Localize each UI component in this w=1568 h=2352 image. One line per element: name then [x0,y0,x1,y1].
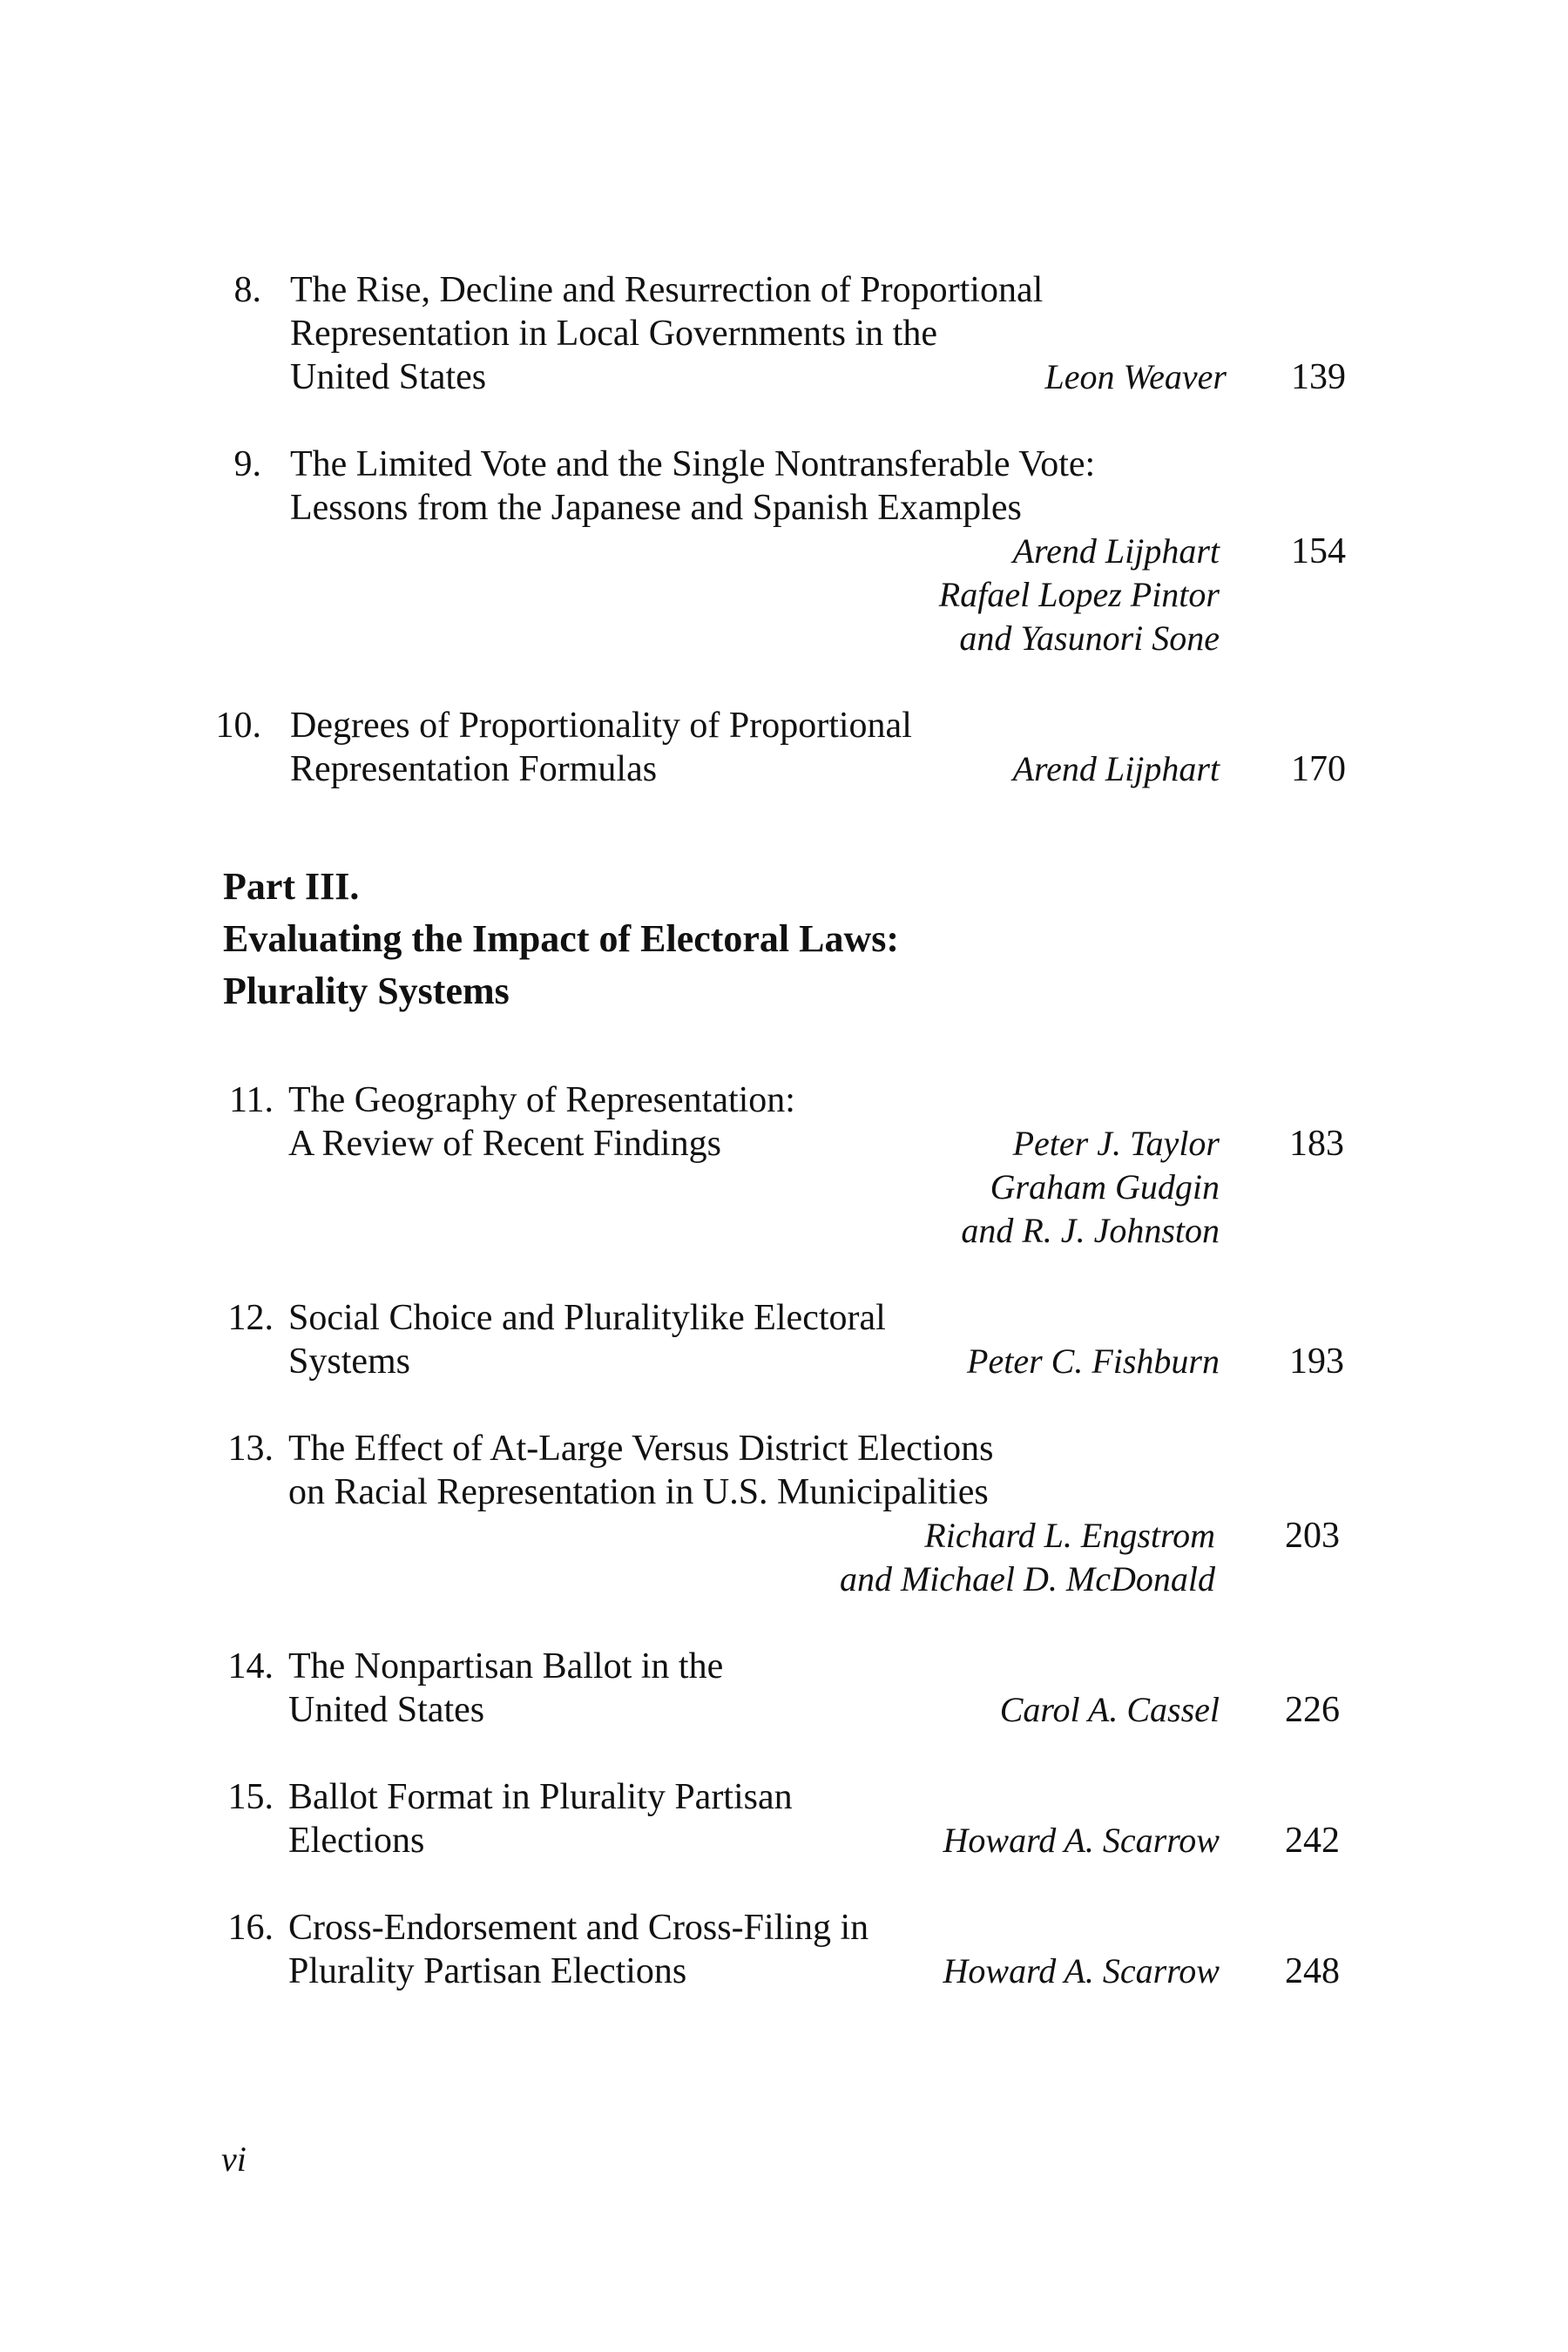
entry-title-line: The Rise, Decline and Resurrection of Proportional [290,270,1044,310]
entry-number: 8. [233,270,261,310]
entry-title-line: on Racial Representation in U.S. Municipalities [288,1472,989,1512]
entry-author: Carol A. Cassel [999,1690,1220,1729]
entry-author: Richard L. Engstrom [924,1516,1215,1555]
entry-title-line: Lessons from the Japanese and Spanish Examples [290,488,1022,528]
entry-number: 9. [233,444,261,484]
entry-number: 10. [215,706,261,746]
entry-title-line: Elections [288,1821,425,1861]
entry-author: and R. J. Johnston [961,1211,1220,1250]
entry-author: Arend Lijphart [1012,749,1220,788]
entry-page-number: 193 [1289,1342,1344,1382]
entry-title-line: Representation in Local Governments in the [290,314,937,354]
entry-author: and Yasunori Sone [959,618,1220,658]
entry-title-line: Systems [288,1342,411,1382]
entry-title-line: The Nonpartisan Ballot in the [288,1646,724,1686]
entry-title-line: The Geography of Representation: [288,1080,795,1120]
entry-title-line: A Review of Recent Findings [288,1124,721,1164]
entry-title-line: Social Choice and Pluralitylike Electoral [288,1298,886,1338]
entry-author: Peter C. Fishburn [967,1342,1220,1381]
entry-number: 13. [227,1429,274,1469]
page-folio: vi [221,2139,247,2179]
entry-title-line: United States [288,1690,485,1730]
entry-page-number: 242 [1285,1821,1340,1861]
entry-title-line: Plurality Partisan Elections [288,1951,687,1991]
entry-title-line: Degrees of Proportionality of Proportional [290,706,912,746]
entry-title-line: The Limited Vote and the Single Nontransferable Vote: [290,444,1096,484]
part-title: Plurality Systems [223,970,510,1012]
entry-page-number: 203 [1285,1516,1340,1556]
entry-title-line: Ballot Format in Plurality Partisan [288,1777,793,1817]
entry-author: Arend Lijphart [1012,531,1220,571]
entry-author: Rafael Lopez Pintor [938,575,1220,614]
entry-author: Peter J. Taylor [1012,1124,1220,1163]
entry-number: 14. [227,1646,274,1686]
entry-title-line: United States [290,357,487,397]
entry-title-line: Representation Formulas [290,749,658,789]
entry-title-line: The Effect of At-Large Versus District Elections [288,1429,994,1469]
entry-page-number: 226 [1285,1690,1340,1730]
entry-title-line: Cross-Endorsement and Cross-Filing in [288,1908,869,1948]
entry-page-number: 170 [1291,749,1346,789]
entry-number: 12. [227,1298,274,1338]
part-label: Part III. [223,865,360,908]
entry-number: 16. [227,1908,274,1948]
entry-page-number: 183 [1289,1124,1344,1164]
entry-author: Howard A. Scarrow [943,1821,1220,1860]
entry-author: Howard A. Scarrow [943,1951,1220,1990]
entry-number: 15. [227,1777,274,1817]
entry-page-number: 154 [1291,531,1346,571]
entry-page-number: 248 [1285,1951,1340,1991]
entry-author: and Michael D. McDonald [839,1559,1215,1598]
part-title: Evaluating the Impact of Electoral Laws: [223,917,900,960]
entry-author: Graham Gudgin [990,1167,1220,1206]
entry-number: 11. [229,1080,274,1120]
entry-page-number: 139 [1291,357,1346,397]
entry-author: Leon Weaver [1044,357,1227,396]
